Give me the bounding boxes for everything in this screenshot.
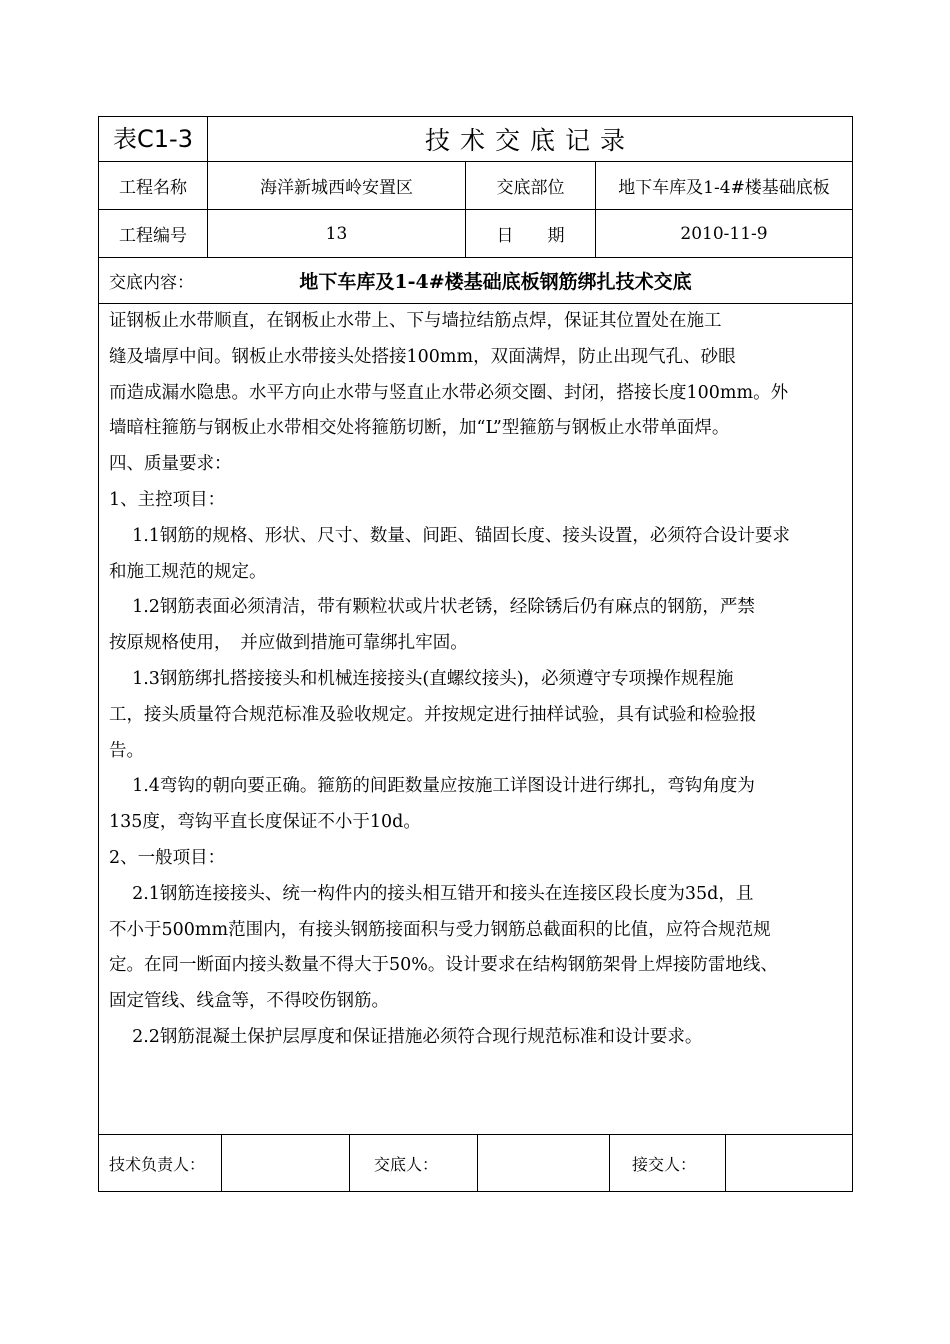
signature-row xyxy=(98,1134,853,1192)
content-line: 2.1钢筋连接接头、统一构件内的接头相互错开和接头在连接区段长度为35d，且 xyxy=(109,883,754,904)
content-line: 135度，弯钩平直长度保证不小于10d。 xyxy=(109,812,421,833)
content-heading-row xyxy=(98,257,853,303)
handover-label: 交底人： xyxy=(349,1135,477,1191)
content-line: 1.3钢筋绑扎搭接接头和机械连接接头(直螺纹接头)，必须遵守专项操作规程施 xyxy=(109,669,734,689)
content-line: 2.2钢筋混凝土保护层厚度和保证措施必须符合现行规范标准和设计要求。 xyxy=(109,1027,703,1047)
content-line: 2、一般项目： xyxy=(109,848,226,868)
project-no-label: 工程编号 xyxy=(119,226,187,246)
content-title: 地下车库及1-4#楼基础底板钢筋绑扎技术交底 xyxy=(299,271,692,293)
content-label: 交底内容： xyxy=(109,273,194,293)
content-line: 1.2钢筋表面必须清洁，带有颗粒状或片状老锈，经除锈后仍有麻点的钢筋，严禁 xyxy=(109,597,755,618)
location-value: 地下车库及1-4#楼基础底板 xyxy=(595,162,852,209)
content-line: 四、质量要求： xyxy=(109,454,232,475)
content-line: 1.1钢筋的规格、形状、尺寸、数量、间距、锚固长度、接头设置，必须符合设计要求 xyxy=(109,525,790,546)
date-value: 2010-11-9 xyxy=(595,210,852,257)
form-id: 表C1-3 xyxy=(113,125,193,153)
project-name-label: 工程名称 xyxy=(119,178,187,198)
content-line: 不小于500mm范围内，有接头钢筋接面积与受力钢筋总截面积的比值，应符合规范规 xyxy=(109,919,771,940)
content-line: 工，接头质量符合规范标准及验收规定。并按规定进行抽样试验，具有试验和检验报 xyxy=(109,704,757,725)
location-label: 交底部位 xyxy=(465,162,595,209)
receiver-signature xyxy=(725,1135,852,1191)
project-no-value: 13 xyxy=(207,210,465,257)
tech-lead-label: 技术负责人： xyxy=(109,1154,206,1174)
receiver-label: 接交人： xyxy=(609,1135,725,1191)
content-line: 1.4弯钩的朝向要正确。箍筋的间距数量应按施工详图设计进行绑扎，弯钩角度为 xyxy=(109,776,755,797)
content-body xyxy=(98,303,853,1134)
content-line: 告。 xyxy=(109,740,144,761)
handover-signature xyxy=(477,1135,609,1191)
form-title: 技术交底记录 xyxy=(207,117,852,161)
content-line: 定。在同一断面内接头数量不得大于50%。设计要求在结构钢筋架骨上焊接防雷地线、 xyxy=(109,955,778,976)
content-line: 和施工规范的规定。 xyxy=(109,561,267,582)
project-name-row xyxy=(98,161,853,209)
content-line: 墙暗柱箍筋与钢板止水带相交处将箍筋切断，加“L”型箍筋与钢板止水带单面焊。 xyxy=(109,418,730,439)
content-line: 按原规格使用， 并应做到措施可靠绑扎牢固。 xyxy=(109,633,468,654)
content-line: 而造成漏水隐患。水平方向止水带与竖直止水带必须交圈、封闭，搭接长度100mm。外 xyxy=(109,382,789,403)
content-line: 固定管线、线盒等，不得咬伤钢筋。 xyxy=(109,991,389,1012)
content-line: 证钢板止水带顺直，在钢板止水带上、下与墙拉结筋点焊，保证其位置处在施工 xyxy=(109,311,722,331)
content-line: 缝及墙厚中间。钢板止水带接头处搭接100mm，双面满焊，防止出现气孔、砂眼 xyxy=(109,346,736,367)
content-line: 1、主控项目： xyxy=(109,490,226,510)
tech-lead-signature xyxy=(221,1135,349,1191)
date-label: 日 期 xyxy=(465,210,595,257)
title-row xyxy=(98,116,853,161)
project-name-value: 海洋新城西岭安置区 xyxy=(207,162,465,209)
project-number-row xyxy=(98,209,853,257)
